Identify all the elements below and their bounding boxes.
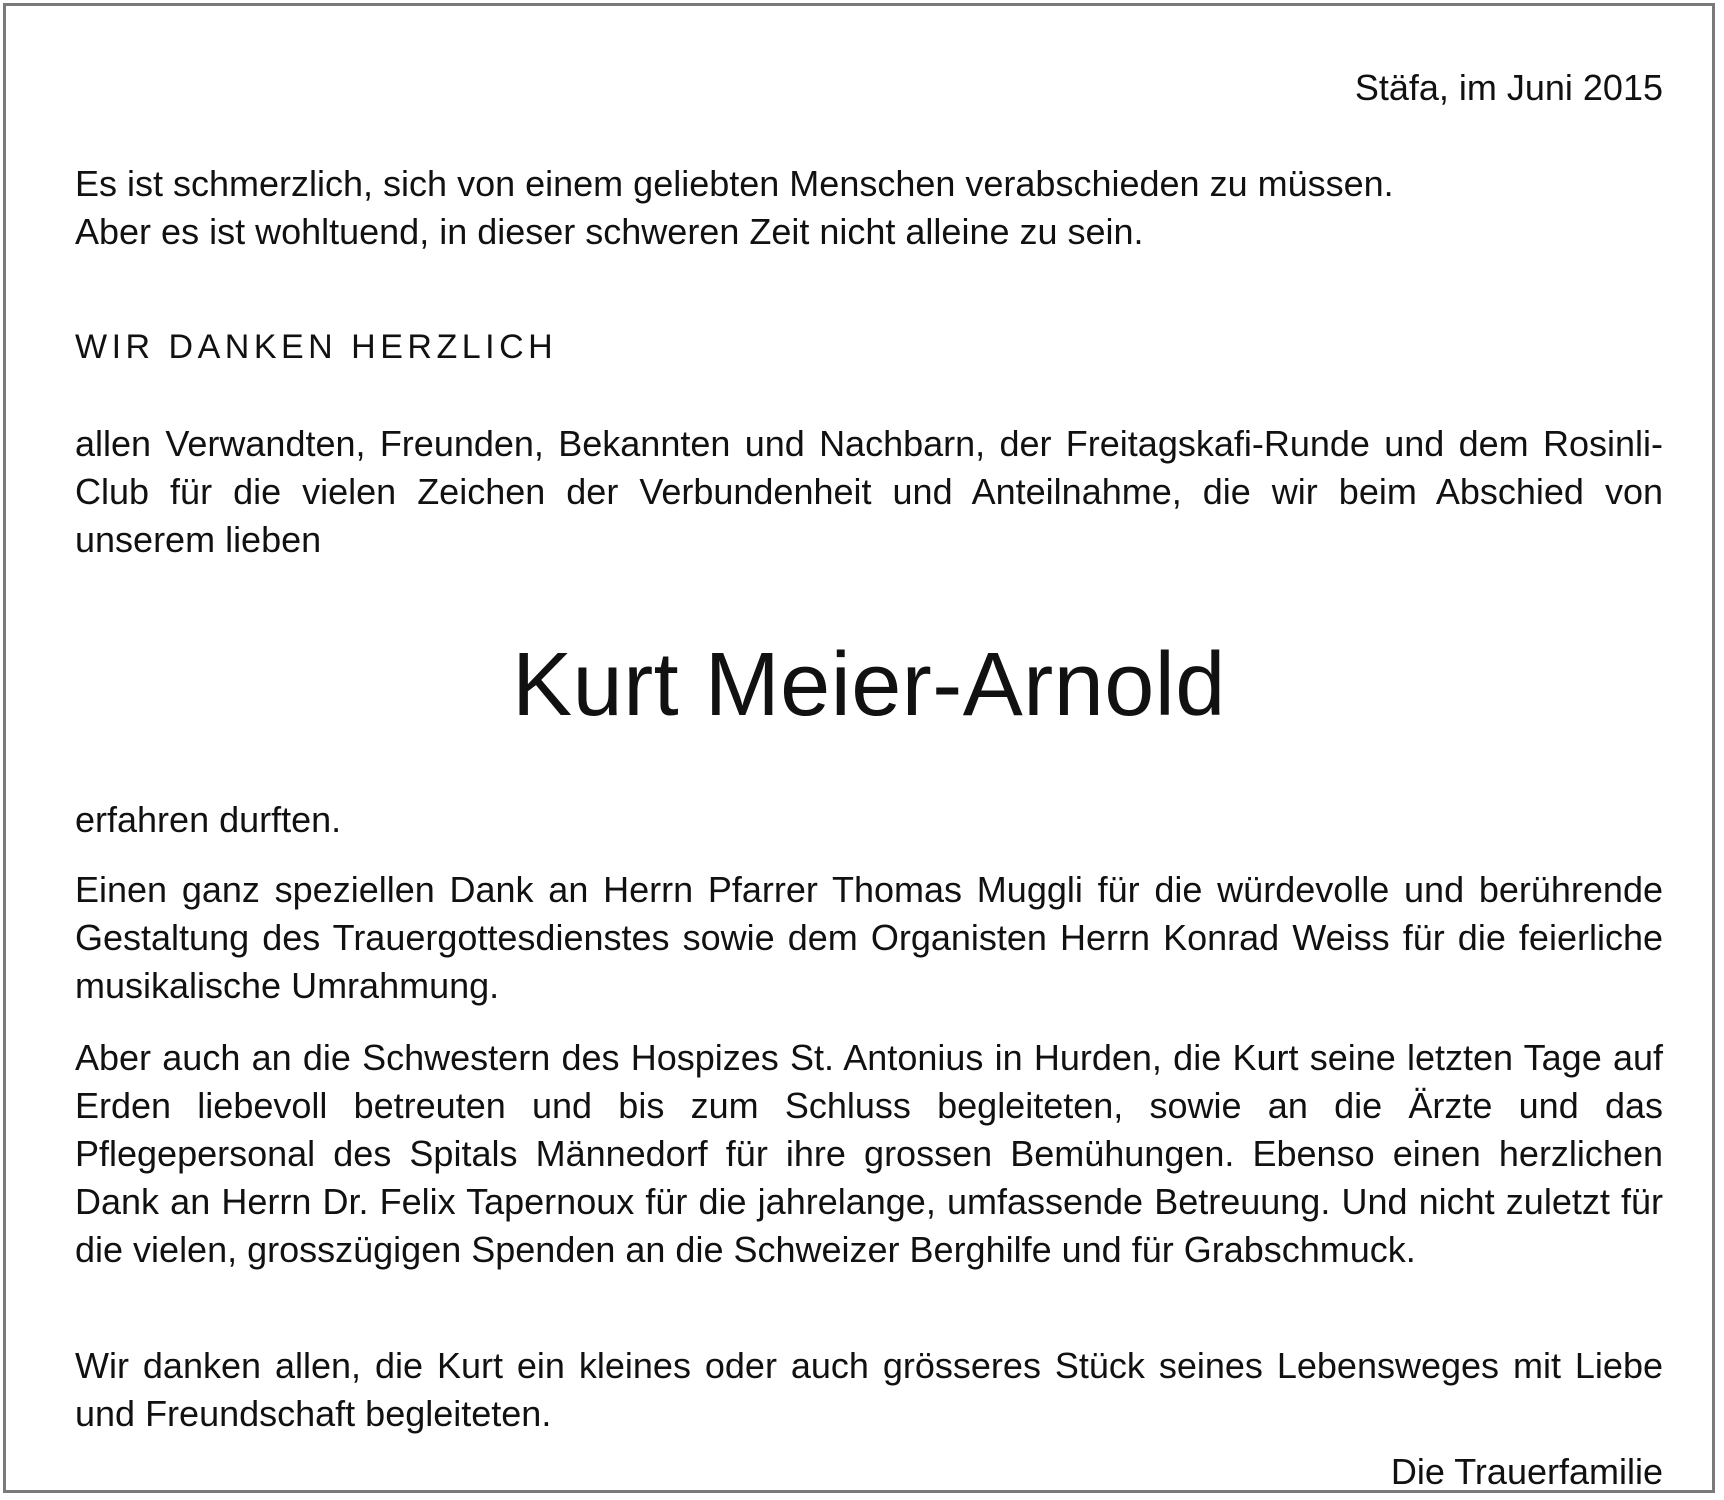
- thanks-paragraph: allen Verwandten, Freunden, Bekannten und Nachbarn, der Freitagskafi-Runde und dem Rosinli-Club für die vielen Zeichen der Verbundenheit und Anteilnahme, die wir beim Abschied von unserem lieben: [75, 423, 1663, 560]
- thanks-heading: WIR DANKEN HERZLICH: [75, 328, 558, 366]
- intro-line-1: Es ist schmerzlich, sich von einem geliebten Menschen verabschieden zu müssen.: [75, 163, 1394, 204]
- intro-text: [75, 160, 1394, 256]
- place-date: Stäfa, im Juni 2015: [1354, 67, 1663, 108]
- notice-frame: [3, 3, 1715, 1493]
- closing-paragraph: Wir danken allen, die Kurt ein kleines oder auch grösseres Stück seines Lebensweges mit Liebe und Freundschaft begleiteten.: [75, 1345, 1663, 1434]
- signature: Die Trauerfamilie: [1390, 1451, 1663, 1492]
- special-thanks-paragraph: Einen ganz speziellen Dank an Herrn Pfarrer Thomas Muggli für die würdevolle und berührende Gestaltung des Trauergottesdienstes sowie dem Organisten Herrn Konrad Weiss für die feierliche musikalische Umrahmung.: [75, 869, 1663, 1006]
- after-name-text: erfahren durften.: [75, 799, 342, 840]
- intro-line-2: Aber es ist wohltuend, in dieser schweren Zeit nicht alleine zu sein.: [75, 211, 1144, 252]
- deceased-name: Kurt Meier-Arnold: [512, 635, 1226, 735]
- care-thanks-paragraph: Aber auch an die Schwestern des Hospizes St. Antonius in Hurden, die Kurt seine letzten Tage auf Erden liebevoll betreuten und bis zum Schluss begleiteten, sowie an die Ärzte und das Pflegepersonal des Spitals Männedorf für ihre grossen Bemühungen. Ebenso einen herzlichen Dank an Herrn Dr. Felix Tapernoux für die jahrelange, umfassende Betreuung. Und nicht zuletzt für die vielen, grosszügigen Spenden an die Schweizer Berghilfe und für Grabschmuck.: [75, 1037, 1663, 1270]
